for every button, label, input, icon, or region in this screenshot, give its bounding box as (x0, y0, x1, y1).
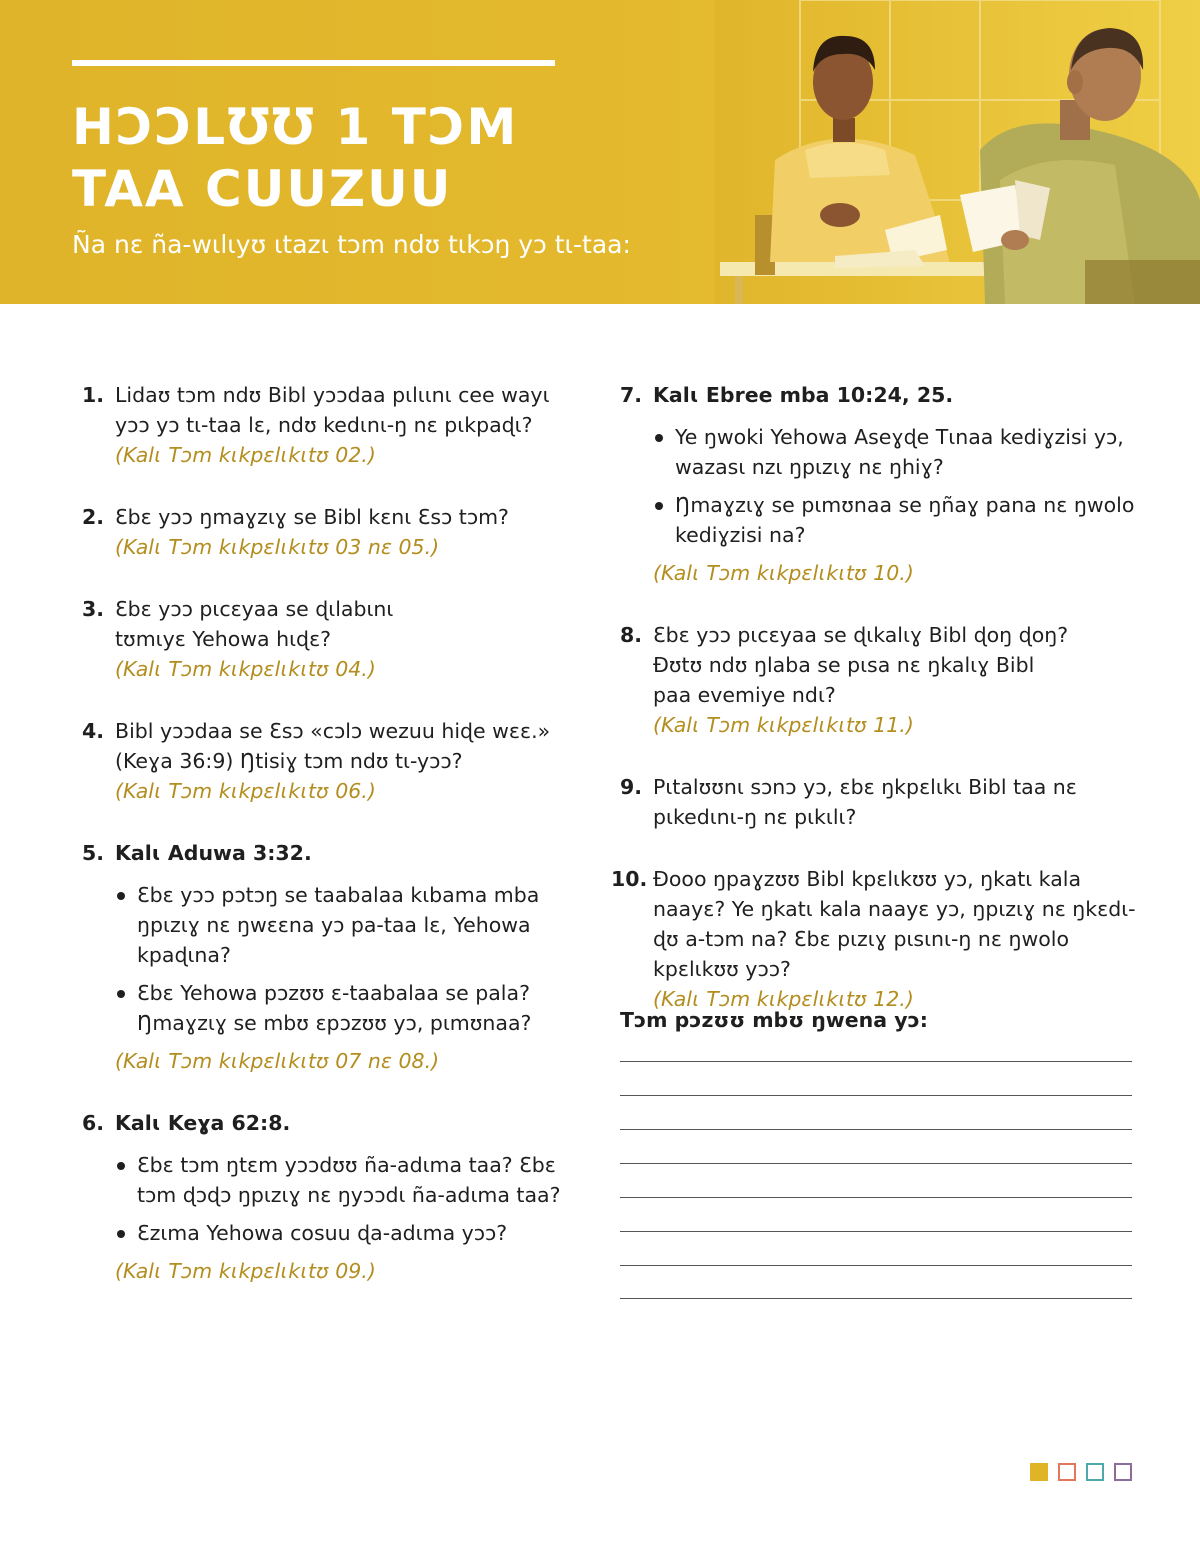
decor-square-yellow (1030, 1463, 1048, 1481)
question-text: Pɩtalʊʊnɩ sɔnɔ yɔ, ɛbɛ ŋkpɛlɩkɩ Bibl taa nɛ pɩkedɩnɩ-ŋ nɛ pɩkɩlɩ? (653, 775, 1077, 829)
question-text: Kalɩ Aduwa 3:32. (115, 841, 312, 865)
note-line[interactable] (620, 1095, 1132, 1096)
question-item (620, 380, 1140, 588)
question-text: Ɛbɛ yɔɔ pɩcɛyaa se ɖɩlabɩnɩ tʊmɩyɛ Yehowa hɩɖɛ? (115, 597, 394, 651)
question-number: 5. (82, 841, 105, 865)
question-number: 2. (82, 505, 105, 529)
question-number: 6. (82, 1111, 105, 1135)
bullet-item: Ɛzɩma Yehowa cosuu ɖa-adɩma yɔɔ? (115, 1218, 582, 1248)
question-text: Bibl yɔɔdaa se Ɛsɔ «cɔlɔ wezuu hiɖe wɛɛ.» (Keɣa 36:9) Ŋtisiɣ tɔm ndʊ tɩ-yɔɔ? (115, 719, 551, 773)
notes-label: Tɔm pɔzʊʊ mbʊ ŋwena yɔ: (620, 1008, 928, 1032)
question-number: 8. (620, 623, 643, 647)
note-line[interactable] (620, 1061, 1132, 1062)
question-item (82, 1108, 582, 1286)
decor-square-coral (1058, 1463, 1076, 1481)
bullet-list (115, 880, 582, 1038)
question-text: Ɛbɛ yɔɔ pɩcɛyaa se ɖɩkalɩɣ Bibl ɖoŋ ɖoŋ? Ðʊtʊ ndʊ ŋlaba se pɩsa nɛ ŋkalɩɣ Bibl paa evemiye ndɩ? (653, 623, 1069, 707)
question-reference: (Kalɩ Tɔm kɩkpɛlɩkɩtʊ 11.) (653, 713, 914, 737)
question-number: 9. (620, 775, 643, 799)
question-item (620, 620, 1140, 740)
bullet-list (115, 1150, 582, 1248)
decor-square-purple (1114, 1463, 1132, 1481)
questions-right-column (611, 380, 1140, 1046)
page-subtitle: Ña nɛ ña-wɩlɩyʊ ɩtazɩ tɔm ndʊ tɩkɔŋ yɔ tɩ-taa: (72, 230, 631, 259)
question-item (82, 502, 582, 562)
question-text: Kalɩ Ebree mba 10:24, 25. (653, 383, 954, 407)
bullet-item: Ɛbɛ yɔɔ pɔtɔŋ se taabalaa kɩbama mba ŋpɩzɩɣ nɛ ŋwɛɛna yɔ pa-taa lɛ, Yehowa kpaɖɩna? (115, 880, 582, 970)
bullet-item: Ye ŋwoki Yehowa Aseɣɖe Tɩnaa kediɣzisi yɔ, wazasɩ nzɩ ŋpɩzɩɣ nɛ ŋhiɣ? (653, 422, 1140, 482)
question-text: Lidaʊ tɔm ndʊ Bibl yɔɔdaa pɩlɩɩnɩ cee wayɩ yɔɔ yɔ tɩ-taa lɛ, ndʊ kedɩnɩ-ŋ nɛ pɩkpaɖɩ? (115, 383, 550, 437)
question-item (82, 380, 582, 470)
question-number: 3. (82, 597, 105, 621)
question-text: Kalɩ Keɣa 62:8. (115, 1111, 291, 1135)
question-item (82, 594, 582, 684)
question-item (82, 716, 582, 806)
note-line[interactable] (620, 1298, 1132, 1299)
bullet-item: Ŋmaɣzɩɣ se pɩmʊnaa se ŋñaɣ pana nɛ ŋwolo kediɣzisi na? (653, 490, 1140, 550)
questions-left-column (82, 380, 582, 1318)
question-item (611, 864, 1140, 1014)
note-line[interactable] (620, 1129, 1132, 1130)
study-illustration (715, 0, 1200, 304)
question-number: 4. (82, 719, 105, 743)
header-rule (72, 60, 555, 66)
question-reference: (Kalɩ Tɔm kɩkpɛlɩkɩtʊ 04.) (115, 657, 376, 681)
bullet-item: Ɛbɛ tɔm ŋtɛm yɔɔdʊʊ ña-adɩma taa? Ɛbɛ tɔm ɖɔɖɔ ŋpɩzɩɣ nɛ ŋyɔɔdɩ ña-adɩma taa? (115, 1150, 582, 1210)
question-reference: (Kalɩ Tɔm kɩkpɛlɩkɩtʊ 03 nɛ 05.) (115, 535, 440, 559)
question-text: Ðooo ŋpaɣzʊʊ Bibl kpɛlɩkʊʊ yɔ, ŋkatɩ kala naayɛ? Ye ŋkatɩ kala naayɛ yɔ, ŋpɩzɩɣ nɛ ŋkɛdɩ-ɖʊ a-tɔm na? Ɛbɛ pɩzɩɣ pɩsɩnɩ-ŋ nɛ ŋwolo kpɛlɩkʊʊ yɔɔ? (653, 867, 1136, 981)
question-text: Ɛbɛ yɔɔ ŋmaɣzɩɣ se Bibl kɛnɩ Ɛsɔ tɔm? (115, 505, 509, 529)
question-item (82, 838, 582, 1076)
question-item (620, 772, 1140, 832)
note-line[interactable] (620, 1265, 1132, 1266)
question-reference: (Kalɩ Tɔm kɩkpɛlɩkɩtʊ 12.) (653, 987, 914, 1011)
question-number: 7. (620, 383, 643, 407)
question-reference: (Kalɩ Tɔm kɩkpɛlɩkɩtʊ 02.) (115, 443, 376, 467)
question-reference: (Kalɩ Tɔm kɩkpɛlɩkɩtʊ 07 nɛ 08.) (115, 1049, 440, 1073)
note-line[interactable] (620, 1163, 1132, 1164)
note-line[interactable] (620, 1197, 1132, 1198)
decor-square-teal (1086, 1463, 1104, 1481)
bullet-item: Ɛbɛ Yehowa pɔzʊʊ ɛ-taabalaa se pala? Ŋmaɣzɩɣ se mbʊ ɛpɔzʊʊ yɔ, pɩmʊnaa? (115, 978, 582, 1038)
question-reference: (Kalɩ Tɔm kɩkpɛlɩkɩtʊ 10.) (653, 561, 914, 585)
question-number: 10. (611, 867, 648, 891)
question-number: 1. (82, 383, 105, 407)
question-reference: (Kalɩ Tɔm kɩkpɛlɩkɩtʊ 09.) (115, 1259, 376, 1283)
bullet-list (653, 422, 1140, 550)
note-line[interactable] (620, 1231, 1132, 1232)
page-title: HƆƆLƱƱ 1 TƆM TAA CUUZUU (72, 98, 519, 218)
question-reference: (Kalɩ Tɔm kɩkpɛlɩkɩtʊ 06.) (115, 779, 376, 803)
header-banner (0, 0, 1200, 304)
